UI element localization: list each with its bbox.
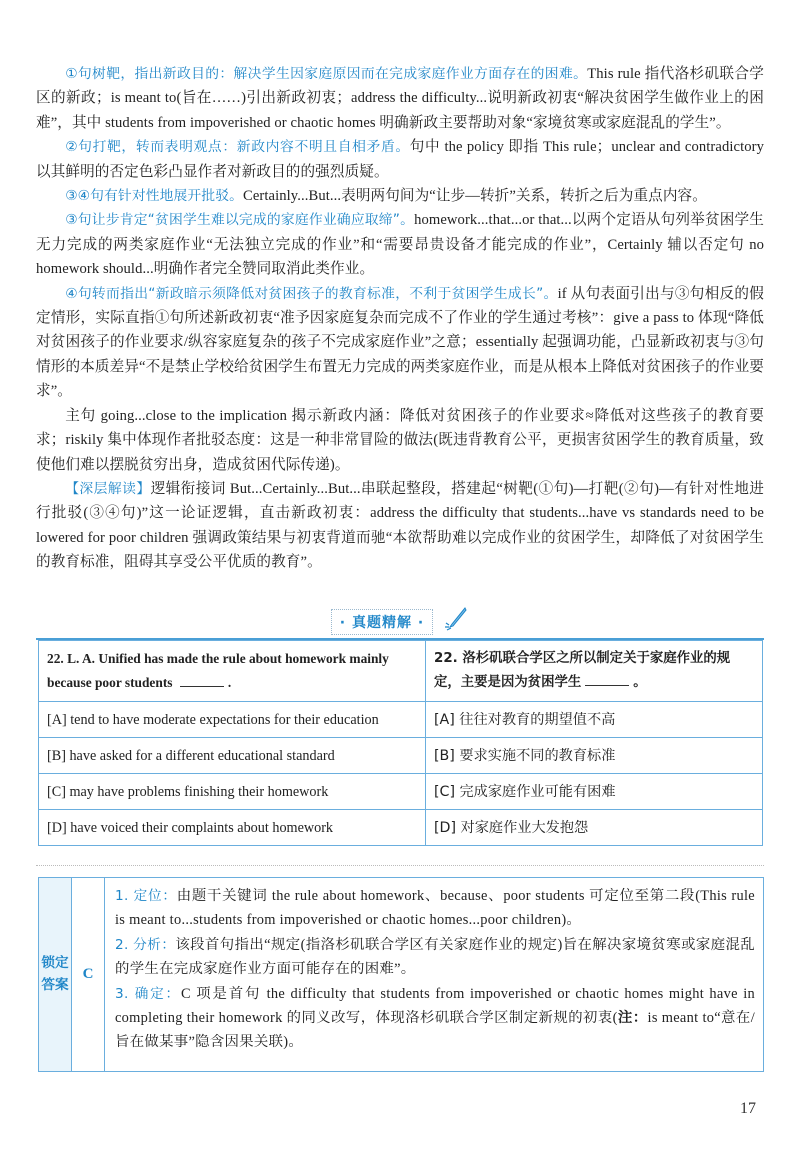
body-text: if 从句表面引出与③句相反的假定情形，实际直指①句所述新政初衷“准予因家庭复杂而完成不了作业的学生通过考核”：give a pass to 体现“降低对贫困孩子的作业要求/纵容家庭复杂的孩子不完成家庭作业”之意；essentially 起强调功能，凸显新政初衷与③句情形的本质差异“不是禁止学校给贫困学生布置无力完成的两类家庭作业，而是从根本上降低对贫困孩子的作业要求”。 [36,285,764,400]
dotted-divider [36,865,764,866]
lock-answer-label: 锁定 答案 [39,878,72,1072]
body-text: This rule 指代洛杉矶联合学区的新政；is meant to(旨在……)引出新政初衷；address the difficulty...说明新政初衷“解决贫困学生做作业上的困难”，其中 students from impoverished or chaotic homes 明确新政主要帮助对象“家境贫寒或家庭混乱的学生”。 [36,66,764,131]
highlight-text: ④句转而指出“新政暗示须降低对贫困孩子的教育标准，不利于贫困学生成长”。 [65,285,558,302]
body-text: Certainly...But...表明两句间为“让步—转折”关系，转折之后为重点内容。 [243,188,707,205]
english-stem: 22. L. A. Unified has made the rule about homework mainly because poor students . [39,641,426,702]
section-title-text: · 真题精解 · [331,609,433,635]
option-row-d [39,810,763,846]
option-zh: [B] 要求实施不同的教育标准 [426,738,763,774]
answer-explanation [105,878,764,1072]
answer-blank [180,686,224,687]
question-table [38,640,763,846]
body-text: homework...that...or that...以两个定语从句列举贫困学生无力完成的两类家庭作业“无法独立完成的作业”和“需要昂贵设备才能完成的作业”，Certainly 辅以否定句 no homework should...明确作者完全赞同取消此类作业。 [36,212,764,278]
section-title [36,606,764,636]
option-en: [C] may have problems finishing their homework [39,774,426,810]
answer-blank [585,685,629,686]
highlight-text: ②句打靶，转而表明观点：新政内容不明且自相矛盾。 [65,139,410,156]
option-en: [D] have voiced their complaints about homework [39,810,426,846]
step-locate: 1. 定位：由题干关键词 the rule about homework、because、poor students 可定位至第二段(This rule is meant to...students from impoverished or chaotic homes...poor children)。 [115,888,755,929]
analysis-paragraph-4 [36,208,764,281]
question-stem-row [39,641,763,702]
answer-box [38,877,764,1072]
option-en: [A] tend to have moderate expectations for their education [39,702,426,738]
deep-reading-paragraph [36,477,764,575]
analysis-paragraph-3 [36,184,764,208]
chinese-stem: 22. 洛杉矶联合学区之所以制定关于家庭作业的规定，主要是因为贫困学生 。 [426,641,763,702]
pen-brush-icon [443,606,469,637]
step-analyze: 2. 分析：该段首句指出“规定(指洛杉矶联合学区有关家庭作业的规定)旨在解决家境贫寒或家庭混乱的学生在完成家庭作业方面可能存在的困难”。 [115,936,755,978]
analysis-paragraph-2 [36,135,764,184]
page-number: 17 [740,1100,756,1117]
option-zh: [C] 完成家庭作业可能有困难 [426,774,763,810]
page-content [36,62,764,1051]
highlight-text: ③句让步肯定“贫困学生难以完成的家庭作业确应取缔”。 [65,212,415,229]
highlight-text: ③④句有针对性地展开批驳。 [65,188,243,205]
analysis-paragraph-6 [36,404,764,477]
body-text: 主句 going...close to the implication 揭示新政内涵：降低对贫困孩子的作业要求≈降低对这些孩子的教育要求；riskily 集中体现作者批驳态度：这是一种非常冒险的做法(既违背教育公平，更损害贫困学生的教育质量，致使他们难以摆脱贫穷出身，造成贫困代际传递)。 [36,407,764,473]
option-zh: [A] 往往对教育的期望值不高 [426,702,763,738]
option-row-c [39,774,763,810]
option-row-a [39,702,763,738]
body-text: 逻辑衔接词 But...Certainly...But...串联起整段，搭建起“树靶(①句)—打靶(②句)—有针对性地进行批驳(③④句)”这一论证逻辑，直击新政初衷：address the difficulty that students...have vs standards need to be lowered for poor children 强调政策结果与初衷背道而驰“本欲帮助难以完成作业的贫困学生，却降低了对贫困学生的教育标准，阻碍其享受公平优质的教育”。 [36,480,764,571]
analysis-paragraph-1 [36,62,764,135]
option-zh: [D] 对家庭作业大发抱怨 [426,810,763,846]
highlight-text: ①句树靶，指出新政目的：解决学生因家庭原因而在完成家庭作业方面存在的困难。 [65,66,588,82]
body-text: 句中 the policy 即指 This rule；unclear and contradictory 以其鲜明的否定色彩凸显作者对新政目的的强烈质疑。 [36,139,764,180]
analysis-paragraph-5 [36,282,764,404]
option-en: [B] have asked for a different educational standard [39,738,426,774]
deep-reading-label: 【深层解读】 [65,480,151,497]
step-confirm: 3. 确定：C 项是首句 the difficulty that students from impoverished or chaotic homes might have in completing their homework 的同义改写，体现洛杉矶联合学区制定新规的初衷(注：is meant to“意在/旨在做某事”隐含因果关联)。 [115,985,756,1051]
answer-letter: C [72,878,105,1072]
option-row-b [39,738,763,774]
